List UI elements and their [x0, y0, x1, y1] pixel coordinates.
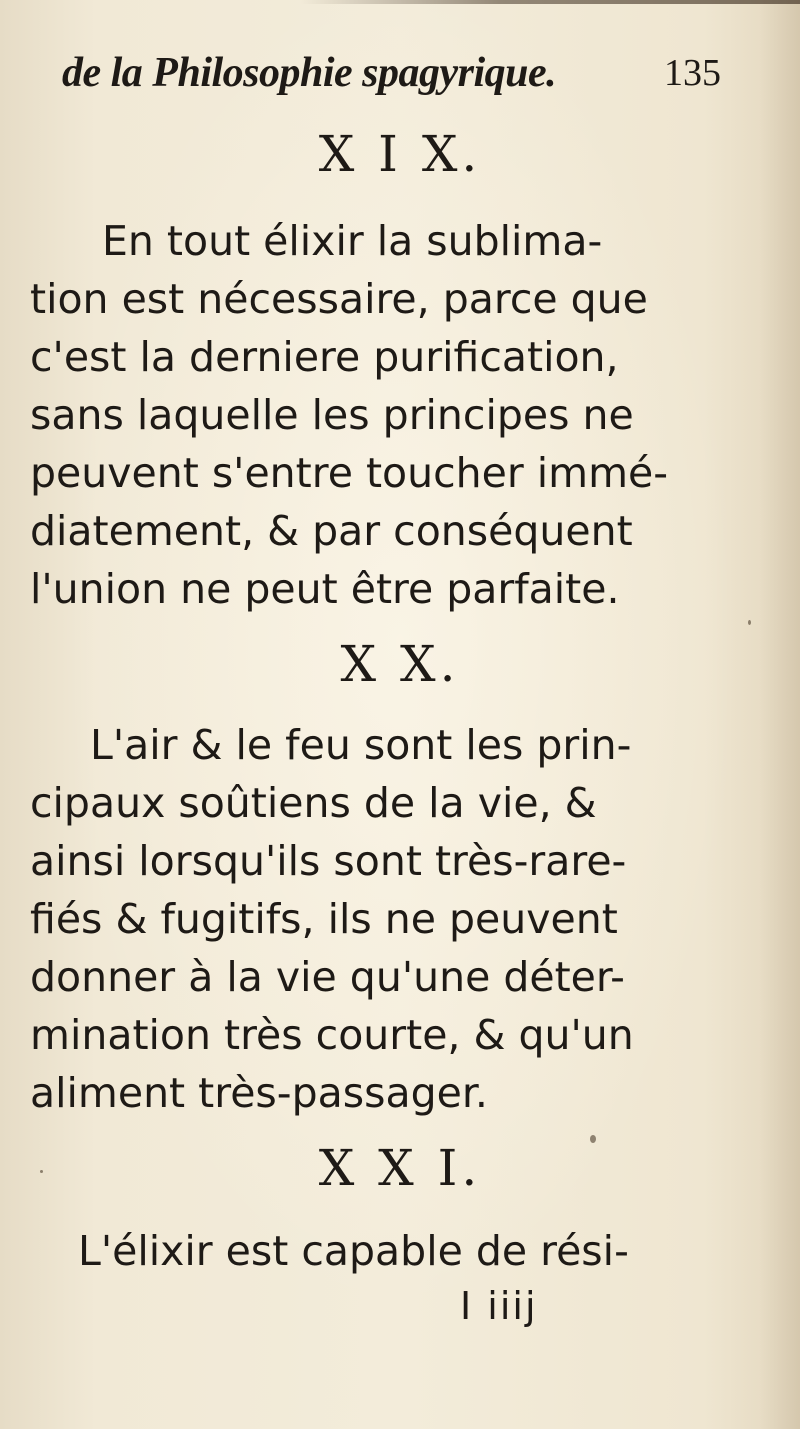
paragraph-xix	[30, 212, 680, 618]
text-line: peuvent s'entre toucher immé-	[30, 449, 669, 497]
text-line: mination très courte, & qu'un	[30, 1011, 634, 1059]
page-top-edge	[300, 0, 800, 4]
paragraph-xx	[30, 716, 680, 1122]
text-line: c'est la derniere purification,	[30, 333, 619, 381]
text-line: L'élixir est capable de rési-	[78, 1227, 629, 1275]
text-line: L'air & le feu sont les prin-	[90, 721, 632, 769]
text-line: fiés & fugitifs, ils ne peuvent	[30, 895, 618, 943]
text-line: l'union ne peut être parfaite.	[30, 565, 620, 613]
text-line: En tout élixir la sublima-	[102, 217, 603, 265]
paper-speck	[40, 1170, 43, 1173]
text-line: ainsi lorsqu'ils sont très-rare-	[30, 837, 627, 885]
text-line: diatement, & par conséquent	[30, 507, 633, 555]
section-heading-xix: X I X.	[318, 125, 482, 183]
text-line: sans laquelle les principes ne	[30, 391, 634, 439]
text-line: tion est nécessaire, parce que	[30, 275, 648, 323]
paragraph-xxi	[30, 1222, 680, 1280]
page-number: 135	[664, 52, 721, 94]
paper-speck	[590, 1135, 596, 1143]
running-head-title: de la Philosophie spagyrique.	[62, 50, 557, 96]
text-line: aliment très-passager.	[30, 1069, 488, 1117]
text-line: cipaux soûtiens de la vie, &	[30, 779, 597, 827]
section-heading-xx: X X.	[340, 635, 460, 693]
paper-speck	[748, 620, 751, 625]
section-heading-xxi: X X I.	[318, 1139, 482, 1197]
signature-mark: I iiij	[460, 1284, 538, 1328]
text-line: donner à la vie qu'une déter-	[30, 953, 625, 1001]
